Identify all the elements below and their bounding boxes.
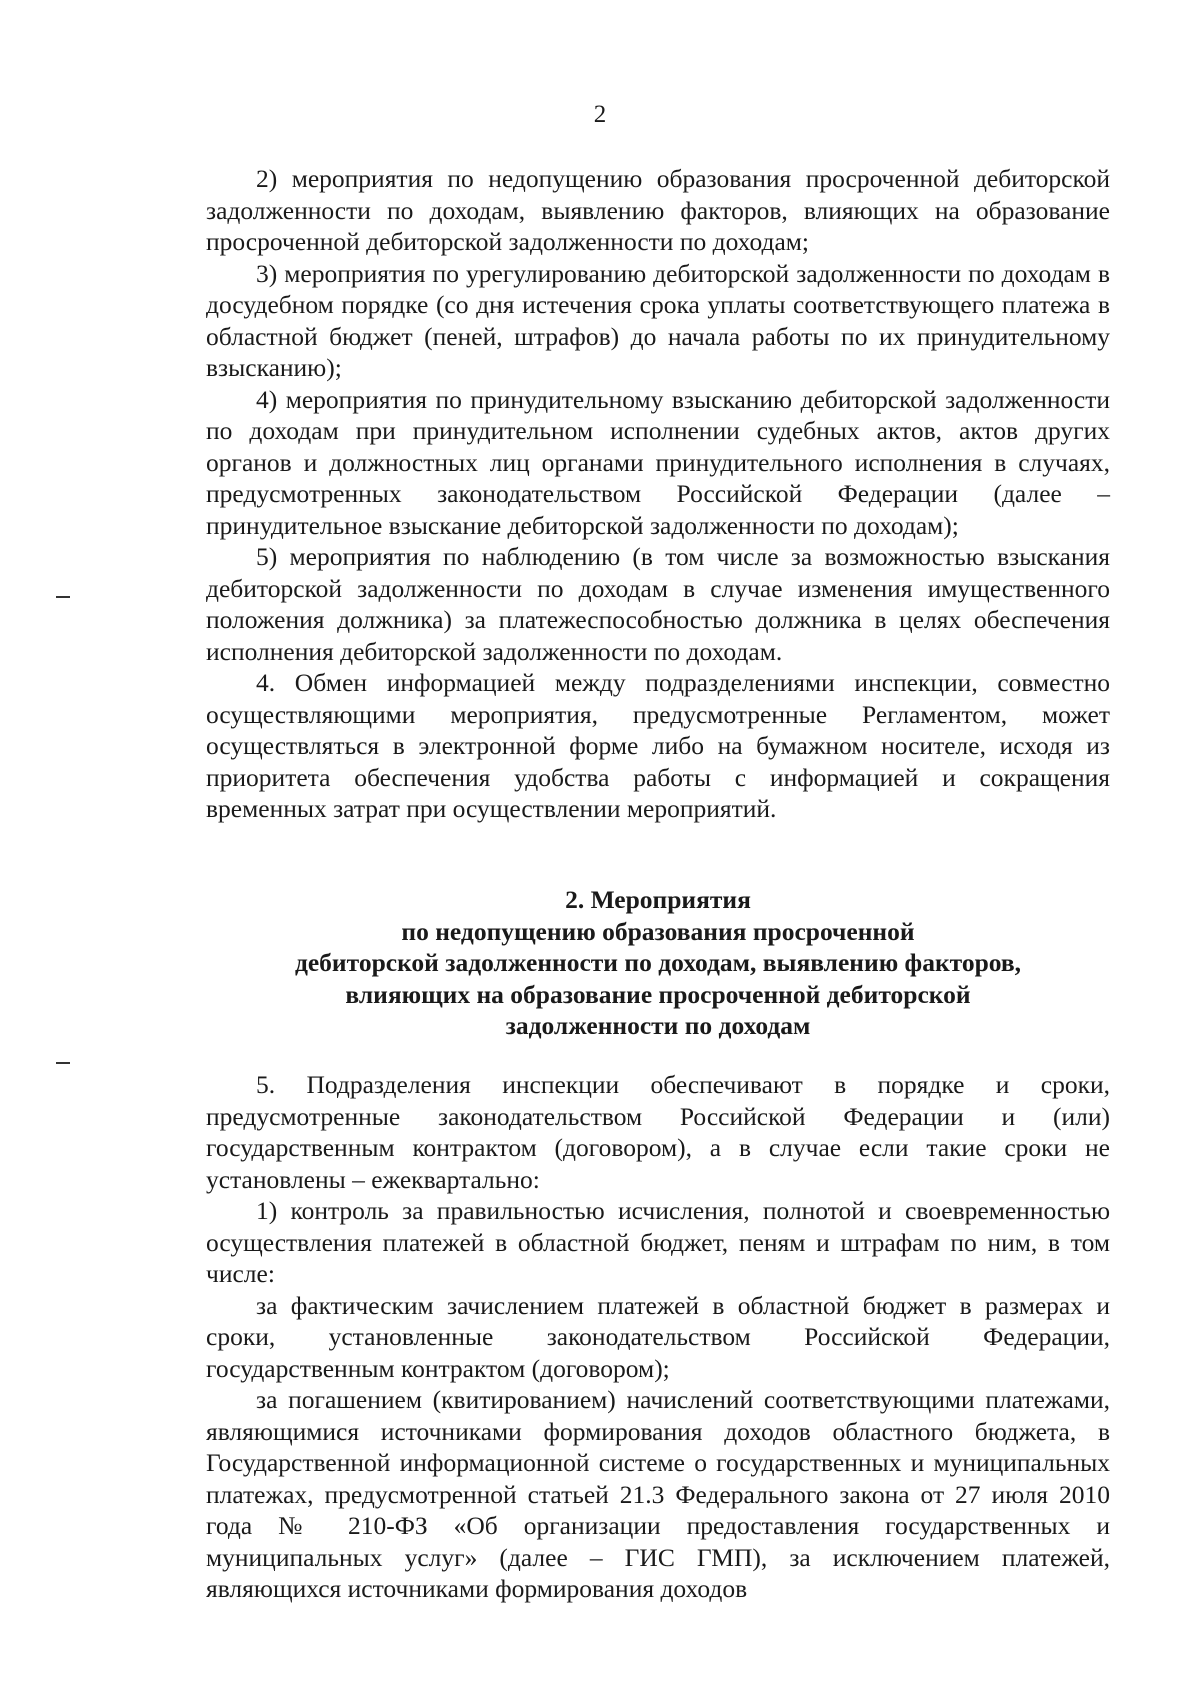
- page-number: 2: [593, 101, 607, 128]
- section-heading: [206, 884, 1110, 1042]
- paragraph-item-5: 5) мероприятия по наблюдению (в том числе за возможностью взыскания дебиторской задолженности по доходам в случае изменения имущественного положения должника) за платежеспособностью должника в целях обеспечения исполнения дебиторской задолженности по доходам.: [206, 542, 1110, 666]
- paragraph-subitem: за погашением (квитированием) начислений соответствующими платежами, являющимися источниками формирования доходов областного бюджета, в Государственной информационной системе о государственных и муниципальных платежах, предусмотренной статьей 21.3 Федерального закона от 27 июля 2010 года № 210-ФЗ «Об организации предоставления государственных и муниципальных услуг» (далее – ГИС ГМП), за исключением платежей, являющихся источниками формирования доходов: [206, 1385, 1110, 1603]
- paragraph-item-3: 3) мероприятия по урегулированию дебиторской задолженности по доходам в досудебном порядке (со дня истечения срока уплаты соответствующего платежа в областной бюджет (пеней, штрафов) до начала работы по их принудительному взысканию);: [206, 258, 1110, 382]
- paragraph-subitem: за фактическим зачислением платежей в областной бюджет в размерах и сроки, установленные законодательством Российской Федерации, государственным контрактом (договором);: [206, 1290, 1110, 1383]
- paragraph-item-2: 2) мероприятия по недопущению образования просроченной дебиторской задолженности по доходам, выявлению факторов, влияющих на образование просроченной дебиторской задолженности по доходам;: [206, 164, 1110, 256]
- body-text-section-2: [206, 1069, 1110, 1605]
- paragraph-item-1: 1) контроль за правильностью исчисления, полнотой и своевременностью осуществления платежей в областной бюджет, пеням и штрафам по ним, в том числе:: [206, 1196, 1110, 1288]
- scan-margin-mark: [56, 596, 70, 598]
- scan-margin-mark: [56, 1062, 70, 1064]
- heading-line: влияющих на образование просроченной дебиторской: [345, 979, 971, 1009]
- paragraph-item-4: 4) мероприятия по принудительному взысканию дебиторской задолженности по доходам при принудительном исполнении судебных актов, актов других органов и должностных лиц органами принудительного исполнения в случаях, предусмотренных законодательством Российской Федерации (далее – принудительное взыскание дебиторской задолженности по доходам);: [206, 384, 1110, 540]
- heading-line: дебиторской задолженности по доходам, выявлению факторов,: [294, 948, 1022, 977]
- heading-line: по недопущению образования просроченной: [401, 916, 915, 946]
- paragraph-clause-4: 4. Обмен информацией между подразделениями инспекции, совместно осуществляющими мероприятия, предусмотренные Регламентом, может осуществляться в электронной форме либо на бумажном носителе, исходя из приоритета обеспечения удобства работы с информацией и сокращения временных затрат при осуществлении мероприятий.: [206, 668, 1110, 823]
- paragraph-clause-5: 5. Подразделения инспекции обеспечивают в порядке и сроки, предусмотренные законодательством Российской Федерации и (или) государственным контрактом (договором), а в случае если такие сроки не установлены – ежеквартально:: [206, 1070, 1110, 1194]
- heading-line: задолженности по доходам: [505, 1011, 811, 1040]
- heading-line: 2. Мероприятия: [565, 885, 751, 914]
- body-text-section-1: [206, 163, 1110, 825]
